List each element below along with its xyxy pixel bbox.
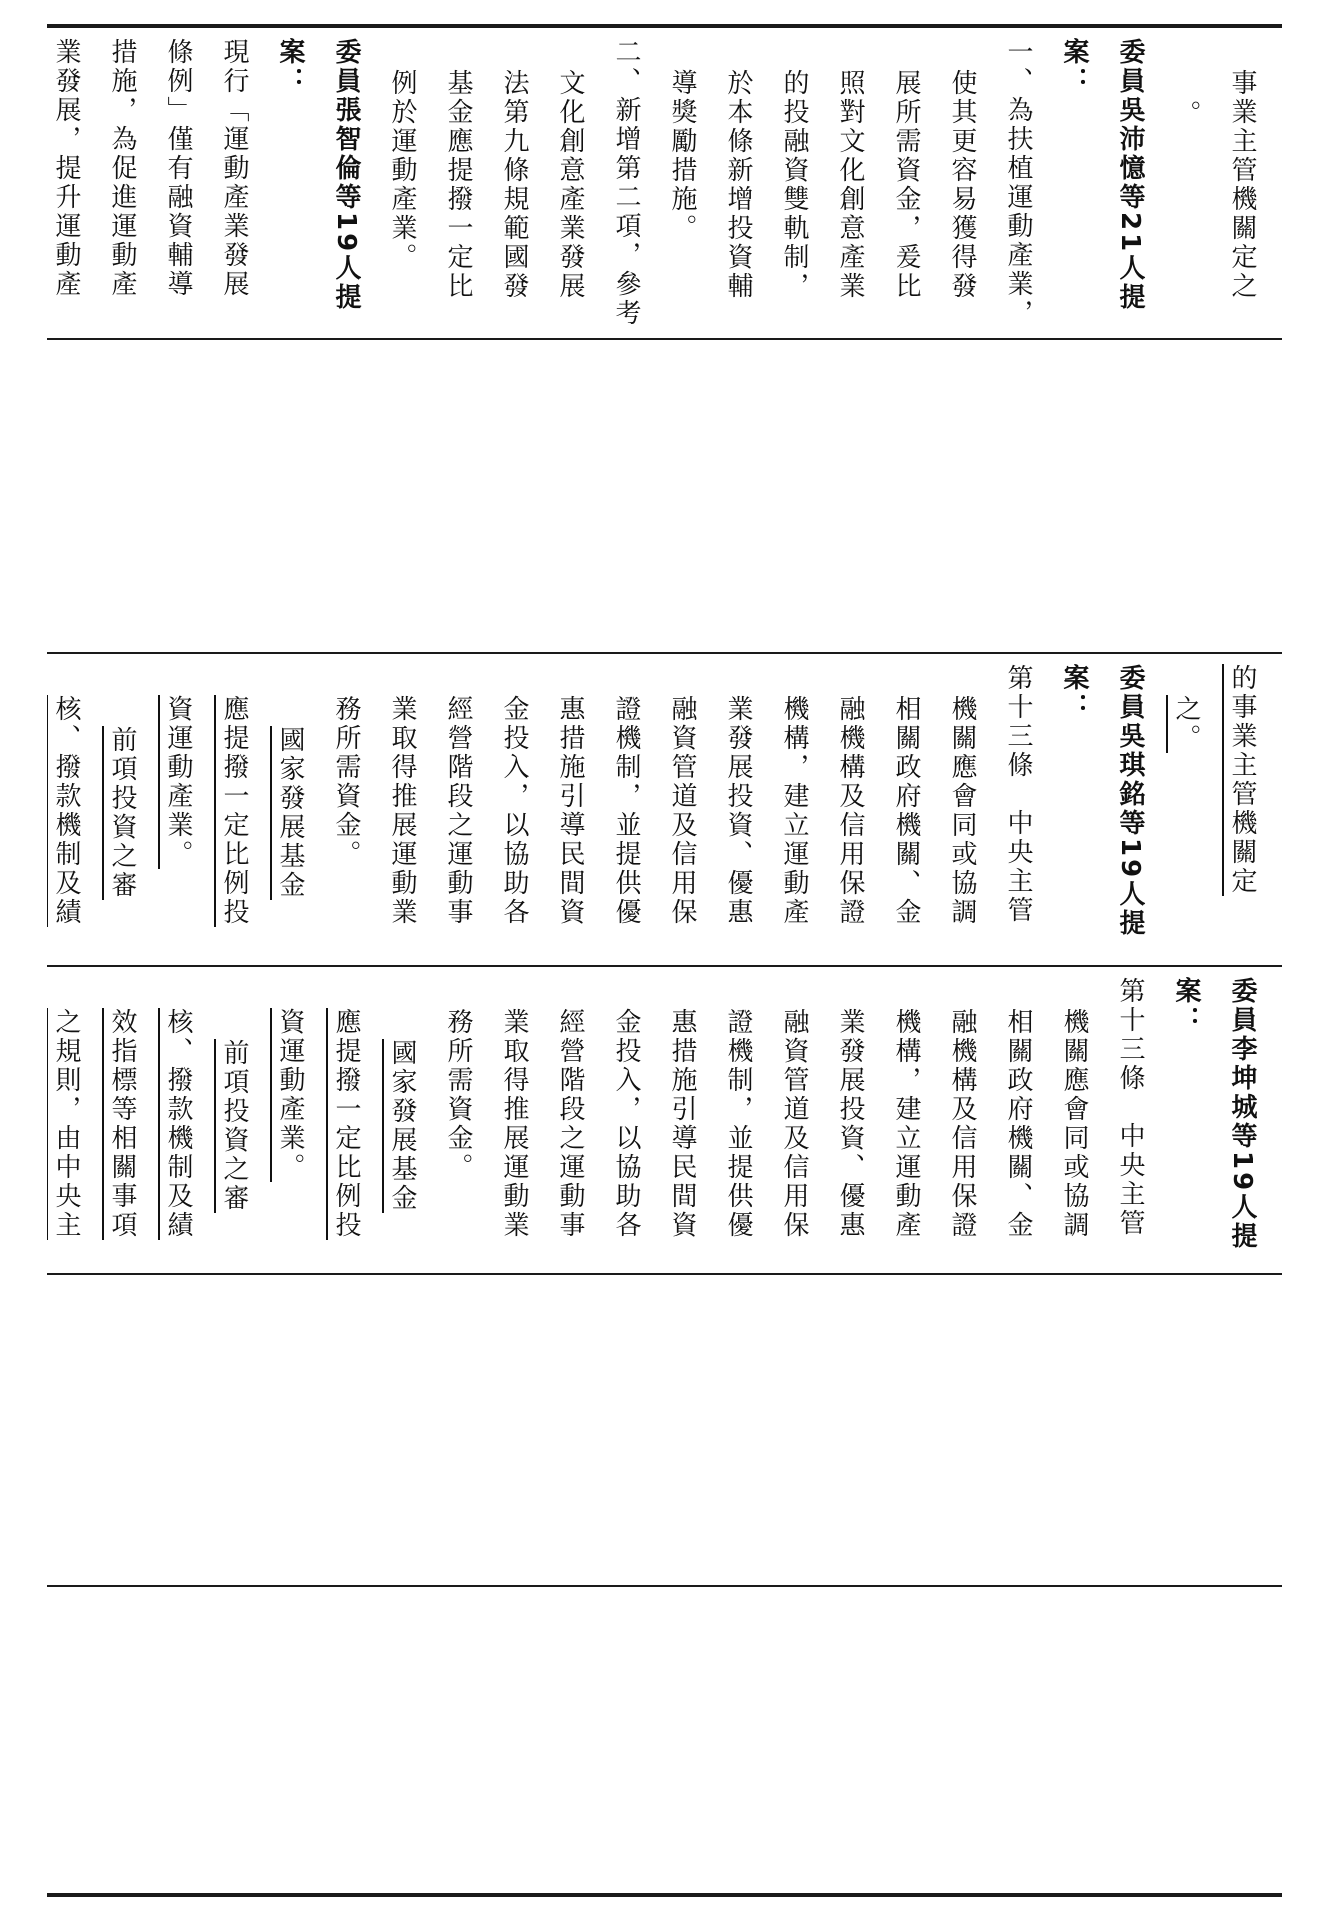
band2_right-line: 國家發展基金 [275, 726, 305, 901]
band1-line: 一、為扶植運動產業， [1003, 38, 1033, 328]
band2_left-line: 業發展投資、優惠 [835, 1008, 865, 1241]
band2_left-line: 融資管道及信用保 [779, 1008, 809, 1241]
band2_right-line: 資運動產業。 [163, 695, 193, 870]
band1-line: 導獎勵措施。 [667, 69, 697, 244]
band2_right-line: 融機構及信用保證 [835, 695, 865, 928]
band1-line: 案： [1059, 38, 1089, 96]
band2_right-line: 委員吳琪銘等19人提 [1115, 664, 1145, 939]
section-4 [47, 967, 1282, 1273]
rule-1 [47, 338, 1282, 340]
band2_left-line: 效指標等相關事項 [107, 1008, 137, 1241]
band2_left-line: 案： [1171, 977, 1201, 1035]
rule-4 [47, 1273, 1282, 1275]
band2_right-line: 惠措施引導民間資 [555, 695, 585, 928]
band2_left-line: 證機制，並提供優 [723, 1008, 753, 1241]
band2_right-line: 的事業主管機關定 [1227, 664, 1257, 896]
band1-line: 業發展，提升運動產 [51, 38, 81, 299]
section-3 [47, 654, 1282, 965]
band2_left-line: 機構，建立運動產 [891, 1008, 921, 1241]
band2_left-line: 機關應會同或協調 [1059, 1008, 1089, 1241]
band2_right-line: 案： [1059, 664, 1089, 722]
band1-line: 文化創意產業發展 [555, 69, 585, 302]
section-1-text [47, 28, 1282, 338]
band1-line: 事業主管機關定之 [1227, 69, 1257, 302]
band2_left-line: 第十三條 中央主管 [1115, 977, 1145, 1238]
band2_left-line: 應提撥一定比例投 [331, 1008, 361, 1241]
section-1 [47, 28, 1282, 338]
band2_right-line: 金投入，以協助各 [499, 695, 529, 928]
band2_right-line: 經營階段之運動事 [443, 695, 473, 928]
band2_right-line: 業發展投資、優惠 [723, 695, 753, 928]
band1-line: 基金應提撥一定比 [443, 69, 473, 302]
band1-line: 措施，為促進運動產 [107, 38, 137, 299]
band2_right-line: 機關應會同或協調 [947, 695, 977, 928]
section-4-text [47, 967, 1282, 1273]
band2_left-line: 金投入，以協助各 [611, 1008, 641, 1241]
band1-line: 例於運動產業。 [387, 69, 417, 273]
band1-line: 使其更容易獲得發 [947, 69, 977, 302]
band2_right-line: 證機制，並提供優 [611, 695, 641, 928]
band1-line: 於本條新增投資輔 [723, 69, 753, 302]
band2_right-line: 之。 [1171, 695, 1201, 754]
band2_left-line: 經營階段之運動事 [555, 1008, 585, 1241]
band1-line: 法第九條規範國發 [499, 69, 529, 302]
band2_left-line: 之規則，由中央主 [51, 1008, 81, 1241]
band2_right-line: 核、撥款機制及績 [51, 695, 81, 928]
band2_right-line: 業取得推展運動業 [387, 695, 417, 928]
band2_left-line: 惠措施引導民間資 [667, 1008, 697, 1241]
bottom-rule [47, 1893, 1282, 1897]
band2_left-line: 國家發展基金 [387, 1039, 417, 1214]
band2_right-line: 務所需資金。 [331, 695, 361, 870]
band2_left-line: 委員李坤城等19人提 [1227, 977, 1257, 1252]
band1-line: 照對文化創意產業 [835, 69, 865, 302]
band2_left-line: 資運動產業。 [275, 1008, 305, 1183]
section-3-text [47, 654, 1282, 965]
rule-5 [47, 1585, 1282, 1587]
band2_left-line: 務所需資金。 [443, 1008, 473, 1183]
band1-line: 案： [275, 38, 305, 96]
band2_left-line: 業取得推展運動業 [499, 1008, 529, 1241]
band2_left-line: 相關政府機關、金 [1003, 1008, 1033, 1241]
band1-line: 條例」僅有融資輔導 [163, 38, 193, 299]
band1-line: 。 [1171, 100, 1201, 130]
band2_right-line: 應提撥一定比例投 [219, 695, 249, 928]
band1-line: 委員吳沛憶等21人提 [1115, 38, 1145, 313]
band1-line: 的投融資雙軌制， [779, 69, 809, 302]
band2_right-line: 相關政府機關、金 [891, 695, 921, 928]
band2_right-line: 前項投資之審 [107, 726, 137, 901]
band2_right-line: 融資管道及信用保 [667, 695, 697, 928]
band2_left-line: 核、撥款機制及績 [163, 1008, 193, 1241]
band2_left-line: 融機構及信用保證 [947, 1008, 977, 1241]
band1-line: 現行「運動產業發展 [219, 38, 249, 299]
band2_right-line: 第十三條 中央主管 [1003, 664, 1033, 925]
band1-line: 委員張智倫等19人提 [331, 38, 361, 313]
band1-line: 二、新增第二項，參考 [611, 38, 641, 328]
band1-line: 展所需資金，爰比 [891, 69, 921, 302]
band2_left-line: 前項投資之審 [219, 1039, 249, 1214]
band2_right-line: 機構，建立運動產 [779, 695, 809, 928]
